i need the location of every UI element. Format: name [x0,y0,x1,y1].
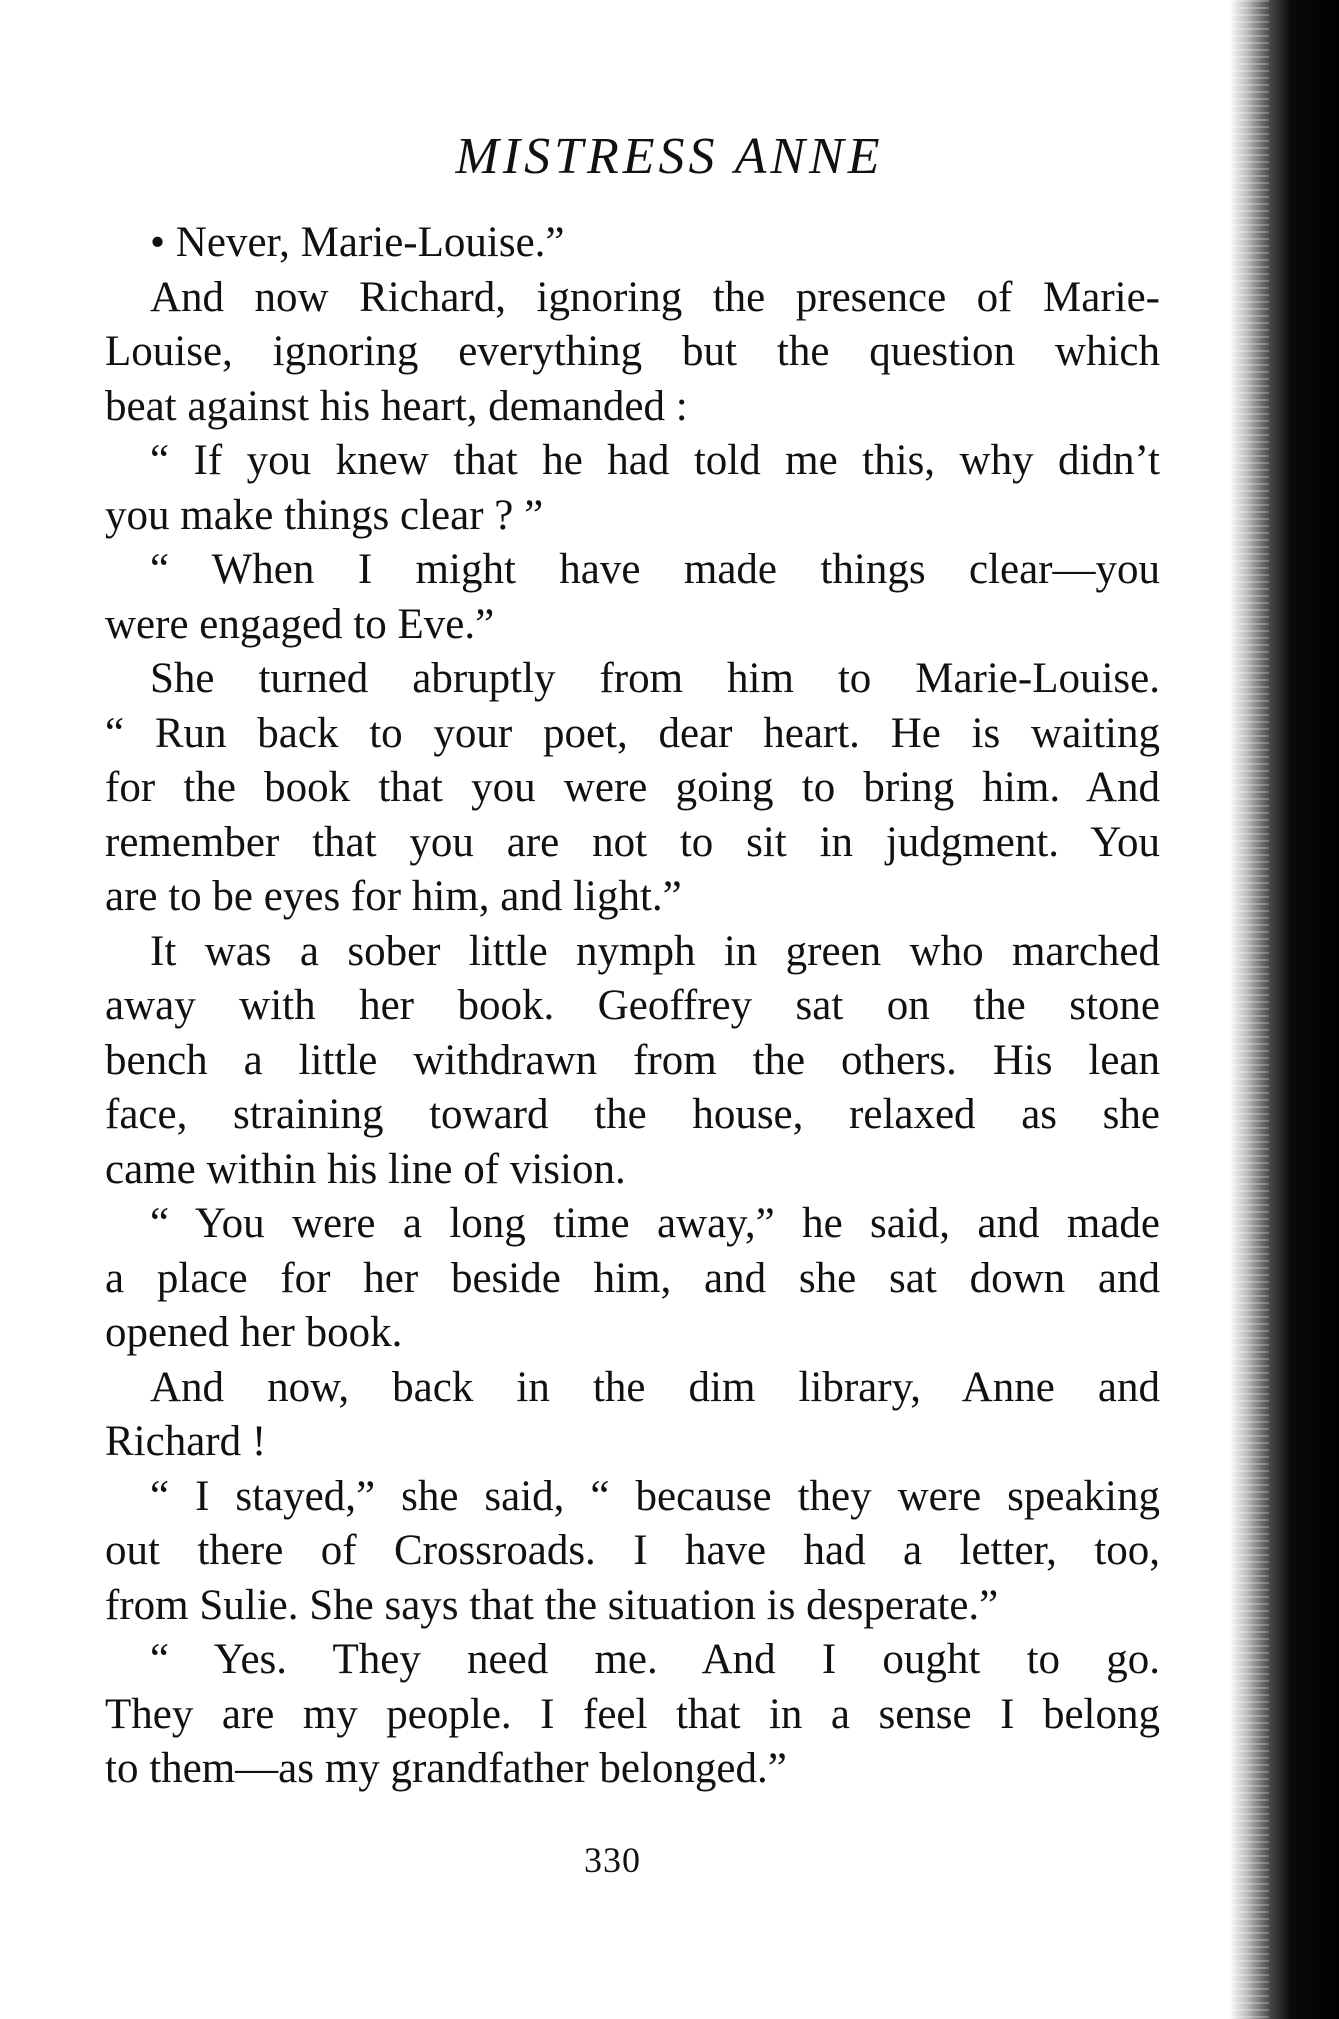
text-line: Richard ! [105,1418,267,1465]
text-line: And now, back in the dim library, Anne and [150,1363,1160,1411]
text-line: “ Yes. They need me. And I ought to go. [150,1636,1160,1683]
text-line: for the book that you were going to bring him. And [105,764,1160,811]
text-line: bench a little withdrawn from the others. His lean [105,1036,1160,1084]
text-line: “ Run back to your poet, dear heart. He is waiting [105,709,1160,757]
text-line: to them—as my grandfather belonged.” [105,1745,787,1792]
text-line: Louise, ignoring everything but the question which [105,328,1160,375]
text-line: out there of Crossroads. I have had a letter, too, [105,1527,1160,1574]
text-line: beat against his heart, demanded : [105,382,688,430]
text-line: “ When I might have made things clear—you [150,546,1160,593]
page-number: 330 [584,1840,641,1880]
body-text [105,216,1160,1797]
text-line: opened her book. [105,1309,403,1356]
text-line: They are my people. I feel that in a sense I belong [105,1690,1160,1738]
text-line: “ I stayed,” she said, “ because they were speaking [150,1472,1160,1520]
text-line: were engaged to Eve.” [105,600,495,648]
text-line: “ You were a long time away,” he said, and made [150,1200,1160,1247]
gutter-scan-noise [1229,0,1269,2019]
text-line: She turned abruptly from him to Marie-Louise. [150,655,1160,702]
text-line: are to be eyes for him, and light.” [105,873,682,920]
text-line: from Sulie. She says that the situation is desperate.” [105,1581,999,1629]
running-head: MISTRESS ANNE [455,128,884,185]
text-line: you make things clear ? ” [105,491,544,539]
text-line: face, straining toward the house, relaxed as she [105,1091,1160,1138]
text-line: remember that you are not to sit in judgment. You [105,818,1160,866]
text-line: came within his line of vision. [105,1145,626,1193]
text-line: • Never, Marie-Louise.” [150,219,565,266]
text-line: It was a sober little nymph in green who marched [150,927,1160,975]
text-line: away with her book. Geoffrey sat on the stone [105,982,1160,1029]
text-line: And now Richard, ignoring the presence of Marie- [150,273,1160,321]
text-line: “ If you knew that he had told me this, why didn’t [150,437,1160,484]
text-line: a place for her beside him, and she sat down and [105,1254,1160,1302]
